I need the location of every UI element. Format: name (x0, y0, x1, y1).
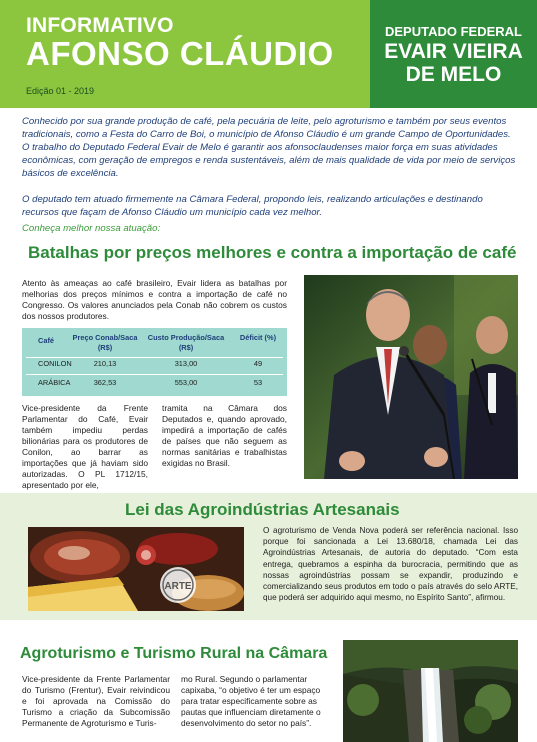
coffee-column-b: tramita na Câmara dos Deputados e, quando aprovado, impedirá a importação de cafés de países que não seguem as normas sanitárias e trabalhistas exigidas no Brasil. (162, 403, 287, 468)
arte-seal-text: ARTE (164, 581, 192, 592)
table-cell: 53 (253, 378, 263, 387)
header-title-line1: INFORMATIVO (26, 14, 174, 37)
section-title-coffee: Batalhas por preços melhores e contra a importação de café (28, 243, 517, 262)
section-title-agrotourism: Agroturismo e Turismo Rural na Câmara (20, 645, 328, 662)
table-cell: CONILON (38, 359, 72, 368)
agroindustry-text: O agroturismo de Venda Nova poderá ser referência nacional. Isso porque foi sancionada a Lei 13.680/18, chamada Lei das Agroindústrias Artesanais, de autoria do deputado. “Com esta entrega, quebramos a espinha da burocracia, permitindo que as nossas agroindústrias possam se expandir, produzindo e comercializando seus produtos em todo o país através do selo ARTE, que poderá ser adquirido aqui mesmo, no Espírito Santo”, afirmou. (263, 526, 518, 603)
intro-paragraph-1: Conhecido por sua grande produção de café, pela pecuária de leite, pelo agroturismo e também por seus eventos tradicionais, como a Festa do Carro de Boi, o município de Afonso Cláudio é um grande Campo de Oportunidades. O trabalho do Deputado Federal Evair de Melo é garantir aos afonsoclaudenses maior força em suas atividades econômicas, com geração de empregos e renda sustentáveis, além de mais qualidade de vida por meio de serviços básicos de excelência. (22, 116, 516, 179)
agrotourism-column-a: Vice-presidente da Frente Parlamentar do Turismo (Frentur), Evair reivindicou e foi aprovada na Comissão do Turismo a criação da Subcomissão Permanente de Agroturismo e Turis- (22, 674, 170, 728)
table-header-cell: Custo Produção/Saca (R$) (147, 333, 225, 352)
header-title-line2: AFONSO CLÁUDIO (26, 35, 334, 72)
coffee-price-table (22, 328, 287, 396)
table-cell: 313,00 (174, 359, 198, 368)
waterfall-photo (343, 640, 518, 742)
deputy-name-line2: DE MELO (405, 63, 502, 86)
table-divider (26, 374, 283, 375)
table-header-cell: Café (38, 336, 55, 345)
edition-label: Edição 01 - 2019 (26, 86, 95, 96)
artisan-products-photo (28, 527, 244, 611)
deputy-name (370, 40, 537, 86)
section-title-agroindustry: Lei das Agroindústrias Artesanais (125, 500, 400, 519)
table-cell: 362,53 (93, 378, 117, 387)
table-row (22, 378, 287, 394)
deputy-name-line1: EVAIR VIEIRA (384, 40, 523, 63)
agrotourism-column-b: mo Rural. Segundo o parlamentar capixaba, “o objetivo é ter um espaço para tratar especificamente sobre as pautas que influenciam diretamente o desenvolvimento do setor no país”. (181, 674, 321, 728)
coffee-intro-text: Atento às ameaças ao café brasileiro, Evair lidera as batalhas por melhorias dos preços mínimos e contra a importação de café no Congresso. Os valores anunciados pela Conab não cobrem os custos dos nossos produtores. (22, 278, 287, 321)
coffee-column-a: Vice-presidente da Frente Parlamentar do Café, Evair também impediu perdas bilionárias para os produtores de Conilon, ao barrar as importações que já haviam sido autorizadas. O PL 1712/15, apresentado por ele, (22, 403, 148, 490)
intro-cta: Conheça melhor nossa atuação: (22, 223, 161, 234)
table-divider (26, 357, 283, 358)
intro-paragraph-2: O deputado tem atuado firmemente na Câmara Federal, propondo leis, realizando articulações e destinando recursos que façam de Afonso Cláudio um município cada vez melhor. (22, 194, 483, 218)
table-header-cell: Preço Conab/Saca (R$) (72, 333, 138, 352)
table-cell: 553,00 (174, 378, 198, 387)
table-header-cell: Déficit (%) (239, 333, 277, 342)
deputy-title: DEPUTADO FEDERAL (385, 24, 522, 39)
table-header-row (22, 333, 287, 357)
table-cell: 49 (253, 359, 263, 368)
deputy-speaking-photo (304, 275, 518, 479)
table-cell: ARÁBICA (38, 378, 71, 387)
table-row (22, 359, 287, 375)
table-cell: 210,13 (93, 359, 117, 368)
